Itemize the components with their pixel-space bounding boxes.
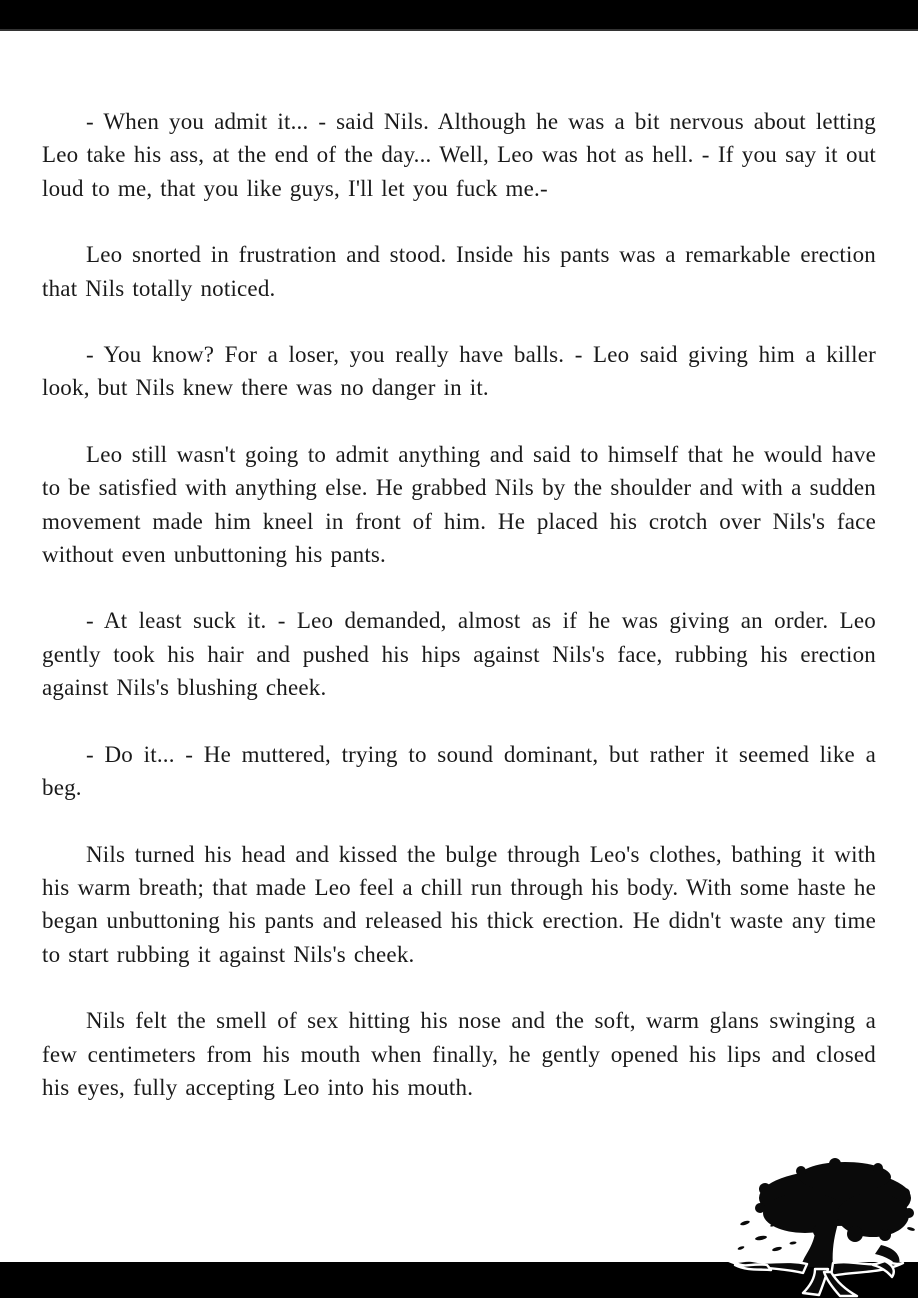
paragraph: Leo still wasn't going to admit anything and said to himself that he would have to be satisfied with anything else. He grabbed Nils by the shoulder and with a sudden movement made him kneel in front of him. He placed his crotch over Nils's face without even unbuttoning his pants. xyxy=(42,441,876,568)
paragraph: Leo snorted in frustration and stood. Inside his pants was a remarkable erection that Nils totally noticed. xyxy=(42,242,876,301)
tree-logo-icon xyxy=(715,1153,915,1298)
paragraph: - You know? For a loser, you really have balls. - Leo said giving him a killer look, but Nils knew there was no danger in it. xyxy=(42,342,876,401)
top-border-bar xyxy=(0,0,918,31)
paragraph: - When you admit it... - said Nils. Although he was a bit nervous about letting Leo take his ass, at the end of the day... Well, Leo was hot as hell. - If you say it out loud to me, that you like guys, I'll let you fuck me.- xyxy=(42,109,876,201)
paragraph: - At least suck it. - Leo demanded, almost as if he was giving an order. Leo gently took his hair and pushed his hips against Nils's face, rubbing his erection against Nils's blushing cheek. xyxy=(42,608,876,701)
paragraph: Nils felt the smell of sex hitting his nose and the soft, warm glans swinging a few centimeters from his mouth when finally, he gently opened his lips and closed his eyes, fully accepting Leo into his mouth. xyxy=(42,1008,876,1100)
paragraph: - Do it... - He muttered, trying to sound dominant, but rather it seemed like a beg. xyxy=(42,741,876,801)
paragraph: Nils turned his head and kissed the bulge through Leo's clothes, bathing it with his warm breath; that made Leo feel a chill run through his body. With some haste he began unbuttoning his pants and released his thick erection. He didn't waste any time to start rubbing it against Nils's cheek. xyxy=(42,841,876,967)
page-text-block xyxy=(42,29,876,1137)
